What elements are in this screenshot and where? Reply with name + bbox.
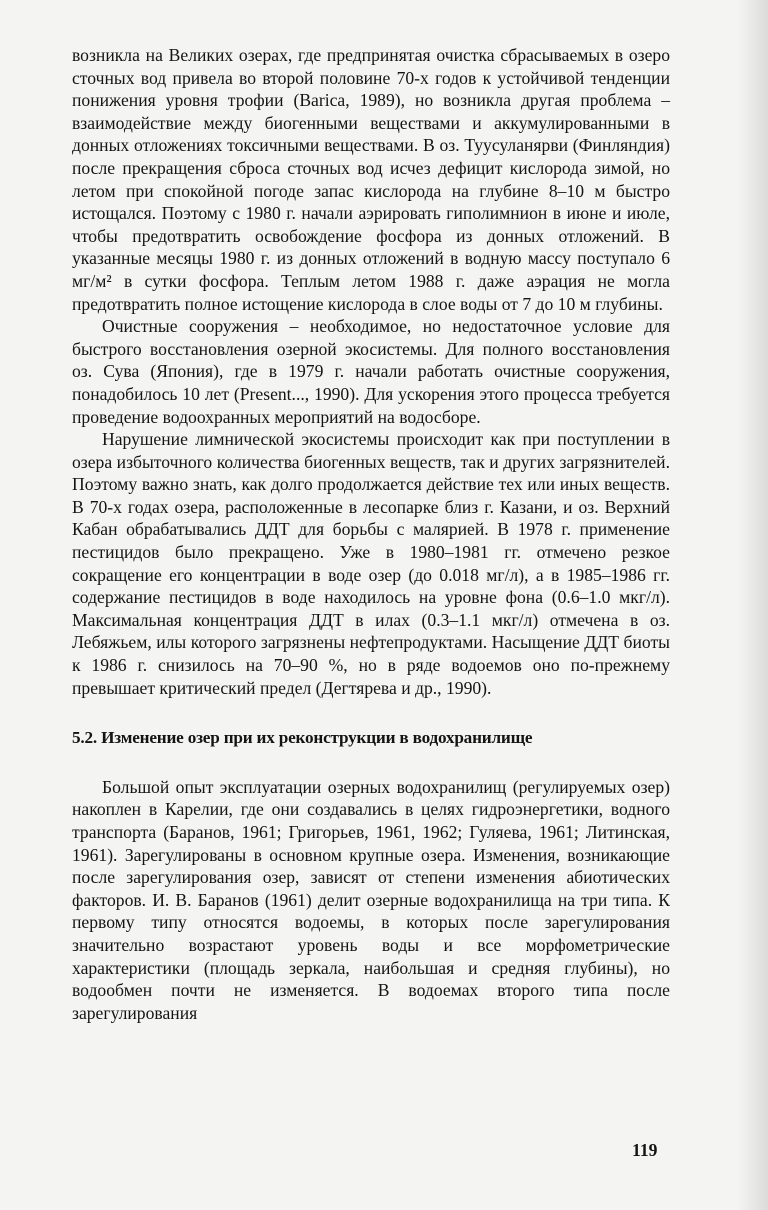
page-number: 119 [632,1140,658,1160]
paragraph-ddt-pollution: Нарушение лимнической экосистемы происходит как при поступлении в озера избыточного количества биогенных веществ, так и других загрязнителей. Поэтому важно знать, как долго продолжается действие тех или иных веществ. В 70-х годах озера, расположенные в лесопарке близ г. Казани, и оз. Верхний Кабан обрабатывались ДДТ для борьбы с малярией. В 1978 г. применение пестицидов было прекращено. Уже в 1980–1981 гг. отмечено резкое сокращение его концентрации в воде озер (до 0.018 мг/л), а в 1985–1986 гг. содержание пестицидов в воде находилось на уровне фона (0.6–1.0 мкг/л). Максимальная концентрация ДДТ в илах (0.3–1.1 мкг/л) отмечена в оз. Лебяжьем, илы которого загрязнены нефтепродуктами. Насыщение ДДТ биоты к 1986 г. снизилось на 70–90 %, но в ряде водоемов оно по-прежнему превышает критический предел (Дегтярева и др., 1990). [72,429,670,698]
paragraph-continuation: возникла на Великих озерах, где предпринятая очистка сбрасываемых в озеро сточных вод привела во второй половине 70-х годов к устойчивой тенденции понижения уровня трофии (Barica, 1989), но возникла другая проблема – взаимодействие между биогенными веществами и аккумулированными в донных отложениях токсичными веществами. В оз. Туусуланярви (Финляндия) после прекращения сброса сточных вод исчез дефицит кислорода зимой, но летом при спокойной погоде запас кислорода на глубине 8–10 м быстро истощался. Поэтому с 1980 г. начали аэрировать гиполимнион в июне и июле, чтобы предотвратить освобождение фосфора из донных отложений. В указанные месяцы 1980 г. из донных отложений в водную массу поступало 6 мг/м² в сутки фосфора. Теплым летом 1988 г. даже аэрация не могла предотвратить полное истощение кислорода в слое воды от 7 до 10 м глубины. [72,45,670,314]
paragraph-reservoirs: Большой опыт эксплуатации озерных водохранилищ (регулируемых озер) накоплен в Карелии, где они создавались в целях гидроэнергетики, водного транспорта (Баранов, 1961; Григорьев, 1961, 1962; Гуляева, 1961; Литинская, 1961). Зарегулированы в основном крупные озера. Изменения, возникающие после зарегулирования озер, зависят от степени изменения абиотических факторов. И. В. Баранов (1961) делит озерные водохранилища на три типа. К первому типу относятся водоемы, в которых после зарегулирования значительно возрастают уровень воды и все морфометрические характеристики (площадь зеркала, наибольшая и средняя глубины), но водообмен почти не изменяется. В водоемах второго типа после зарегулирования [72,776,670,1023]
body-text [72,44,670,1024]
paragraph-treatment-facilities: Очистные сооружения – необходимое, но недостаточное условие для быстрого восстановления озерной экосистемы. Для полного восстановления оз. Сува (Япония), где в 1979 г. начали работать очистные сооружения, понадобилось 10 лет (Present..., 1990). Для ускорения этого процесса требуется проведение водоохранных мероприятий на водосборе. [72,316,670,427]
page-edge-shadow [738,0,768,1210]
section-heading: 5.2. Изменение озер при их реконструкции в водохранилище [72,728,533,748]
